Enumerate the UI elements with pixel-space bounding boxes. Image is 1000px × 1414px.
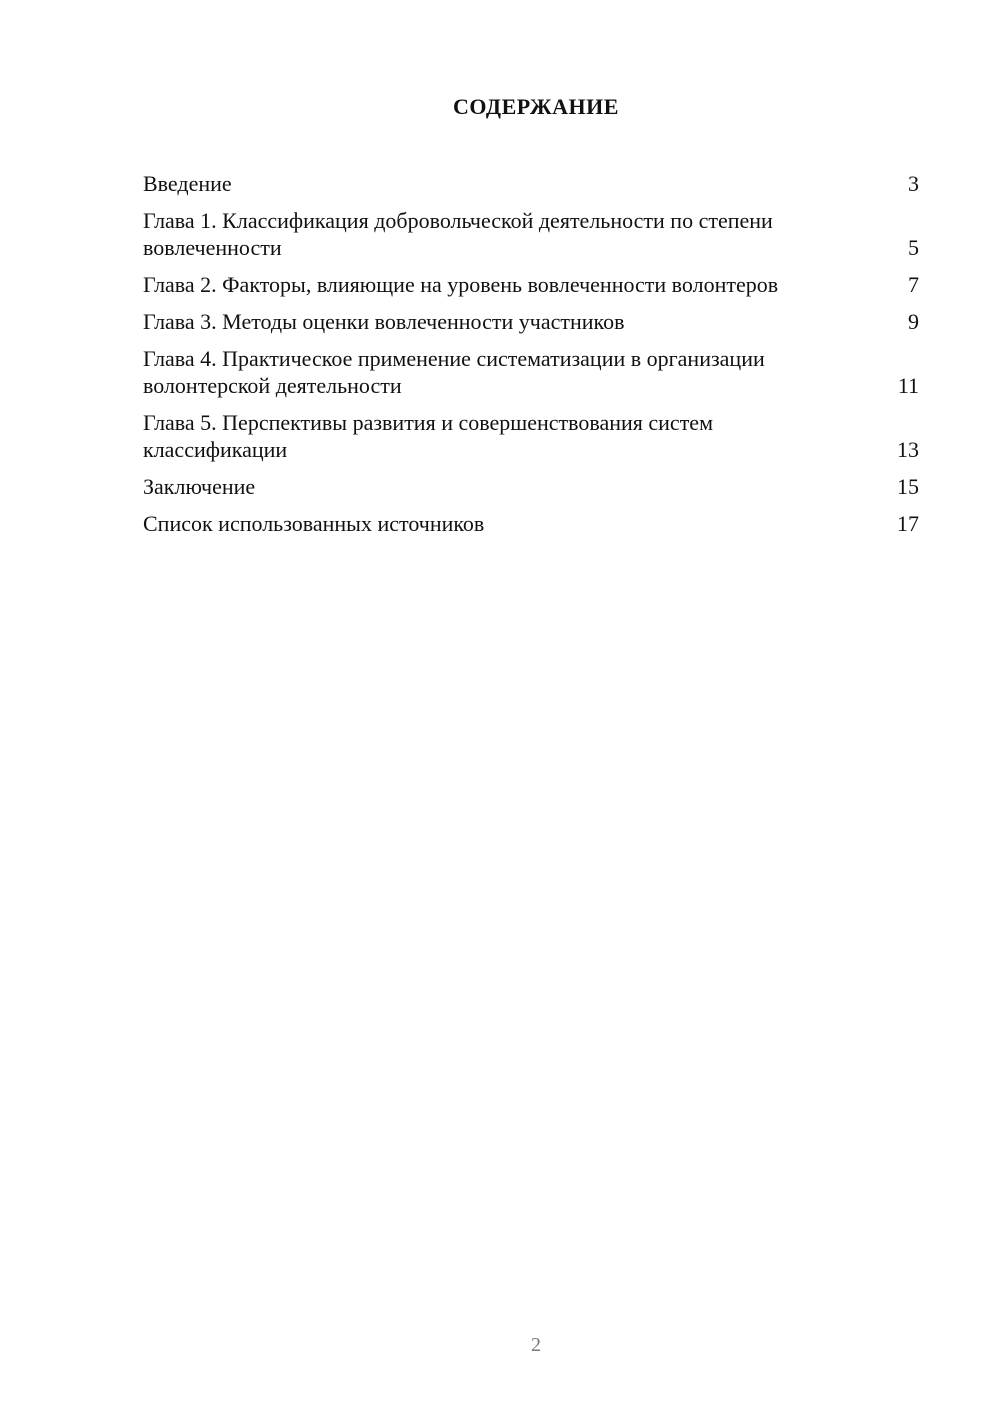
toc-entry-page: 7 bbox=[908, 272, 919, 297]
toc-entry-title: Глава 5. Перспективы развития и совершенствования систем классификации bbox=[143, 410, 713, 462]
toc-entry-title: Список использованных источников bbox=[143, 511, 485, 536]
toc-entry-chapter-3 bbox=[143, 308, 919, 335]
toc-entry-page: 5 bbox=[908, 235, 919, 260]
table-of-contents bbox=[143, 170, 919, 547]
toc-heading: СОДЕРЖАНИЕ bbox=[453, 94, 619, 119]
toc-entry-title: Глава 4. Практическое применение систематизации в организации волонтерской деятельности bbox=[143, 346, 765, 398]
toc-entry-references bbox=[143, 510, 919, 537]
toc-entry-chapter-5 bbox=[143, 409, 919, 463]
toc-entry-chapter-4 bbox=[143, 345, 919, 399]
toc-entry-conclusion bbox=[143, 473, 919, 500]
toc-entry-title: Заключение bbox=[143, 474, 256, 499]
toc-entry-title: Глава 1. Классификация добровольческой деятельности по степени вовлеченности bbox=[143, 208, 773, 260]
toc-entry-page: 3 bbox=[908, 171, 919, 196]
toc-entry-title: Введение bbox=[143, 171, 232, 196]
toc-entry-chapter-1 bbox=[143, 207, 919, 261]
toc-entry-chapter-2 bbox=[143, 271, 919, 298]
toc-entry-page: 9 bbox=[908, 309, 919, 334]
toc-entry-page: 15 bbox=[897, 474, 919, 499]
toc-entry-page: 11 bbox=[897, 373, 919, 398]
toc-entry-page: 13 bbox=[897, 437, 919, 462]
toc-entry-introduction bbox=[143, 170, 919, 197]
toc-entry-page: 17 bbox=[897, 511, 919, 536]
toc-entry-title: Глава 2. Факторы, влияющие на уровень вовлеченности волонтеров bbox=[143, 272, 779, 297]
page-number: 2 bbox=[531, 1334, 541, 1356]
toc-entry-title: Глава 3. Методы оценки вовлеченности участников bbox=[143, 309, 625, 334]
